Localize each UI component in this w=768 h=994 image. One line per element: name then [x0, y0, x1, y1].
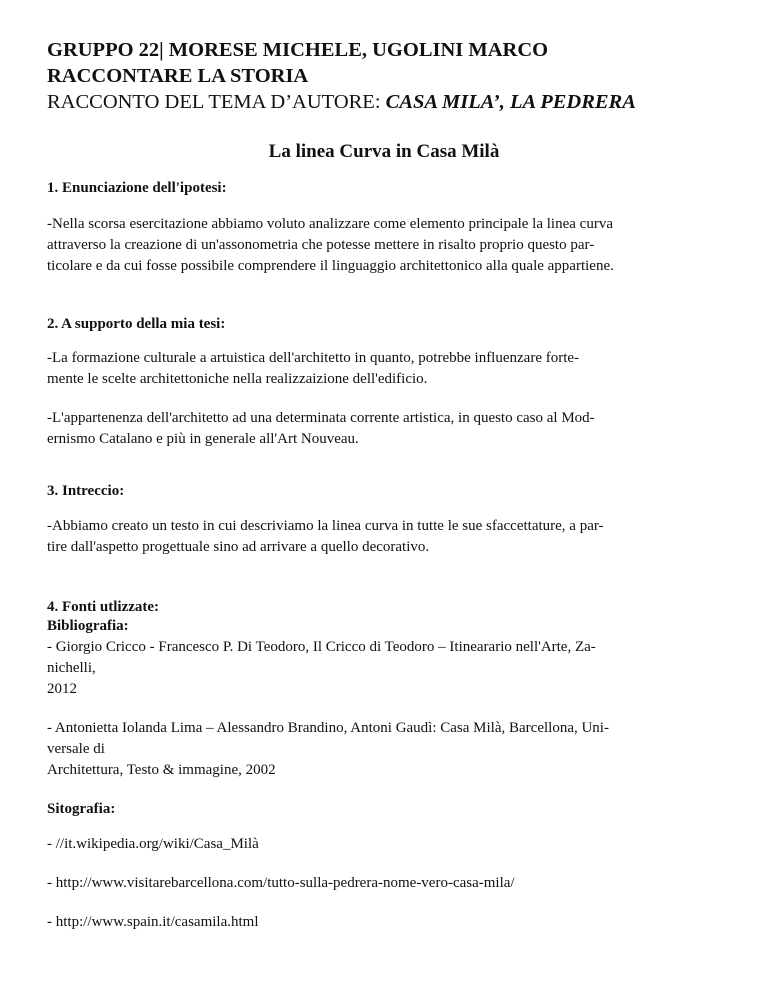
paragraph-line: -Nella scorsa esercitazione abbiamo voluto analizzare come elemento principale la linea curva [47, 216, 613, 232]
document-title: La linea Curva in Casa Milà [268, 141, 500, 162]
paragraph-line: - Antonietta Iolanda Lima – Alessandro Brandino, Antoni Gaudì: Casa Milà, Barcellona, Uni- [47, 720, 609, 736]
header-group-authors: GRUPPO 22| MORESE MICHELE, UGOLINI MARCO [47, 39, 549, 61]
paragraph-line: -La formazione culturale a artuistica dell'architetto in quanto, potrebbe influenzare forte- [47, 350, 580, 366]
bibliography-entry-2 [47, 718, 737, 781]
paragraph-line: -Abbiamo creato un testo in cui descriviamo la linea curva in tutte le sue sfaccettature, a par- [47, 518, 604, 534]
section-2-paragraph-1 [47, 348, 737, 390]
header-theme-prefix: RACCONTO DEL TEMA D’AUTORE: [47, 91, 386, 113]
header-theme-subject: CASA MILA’, LA PEDRERA [385, 91, 636, 113]
paragraph-line: 2012 [47, 681, 77, 697]
sitography-entry: - http://www.visitarebarcellona.com/tutto-sulla-pedrera-nome-vero-casa-mila/ [47, 875, 515, 891]
section-2-paragraph-2 [47, 408, 737, 450]
section-1-paragraph [47, 214, 737, 277]
header-course: RACCONTARE LA STORIA [47, 65, 309, 87]
paragraph-line: ernismo Catalano e più in generale all'Art Nouveau. [47, 431, 359, 447]
paragraph-line: attraverso la creazione di un'assonometria che potesse mettere in risalto proprio questo par- [47, 237, 595, 253]
section-2-heading: 2. A supporto della mia tesi: [47, 316, 226, 332]
sitography-entry: - http://www.spain.it/casamila.html [47, 914, 259, 930]
section-1-heading: 1. Enunciazione dell'ipotesi: [47, 180, 227, 196]
paragraph-line: versale di [47, 741, 105, 757]
paragraph-line: mente le scelte architettoniche nella realizzaizione dell'edificio. [47, 371, 428, 387]
section-4-heading: 4. Fonti utlizzate: [47, 599, 160, 615]
sitography-entry: - //it.wikipedia.org/wiki/Casa_Milà [47, 836, 259, 852]
paragraph-line: tire dall'aspetto progettuale sino ad arrivare a quello decorativo. [47, 539, 430, 555]
bibliography-entry-1 [47, 637, 737, 700]
sitografia-label: Sitografia: [47, 801, 116, 817]
paragraph-line: nichelli, [47, 660, 96, 676]
section-3-heading: 3. Intreccio: [47, 483, 125, 499]
paragraph-line: ticolare e da cui fosse possibile comprendere il linguaggio architettonico alla quale appartiene. [47, 258, 614, 274]
header-theme [47, 90, 636, 115]
paragraph-line: - Giorgio Cricco - Francesco P. Di Teodoro, Il Cricco di Teodoro – Itinearario nell'Arte, Za- [47, 639, 596, 655]
section-3-paragraph [47, 516, 737, 558]
paragraph-line: -L'appartenenza dell'architetto ad una determinata corrente artistica, in questo caso al Mod- [47, 410, 595, 426]
paragraph-line: Architettura, Testo & immagine, 2002 [47, 762, 276, 778]
bibliografia-label: Bibliografia: [47, 618, 129, 634]
